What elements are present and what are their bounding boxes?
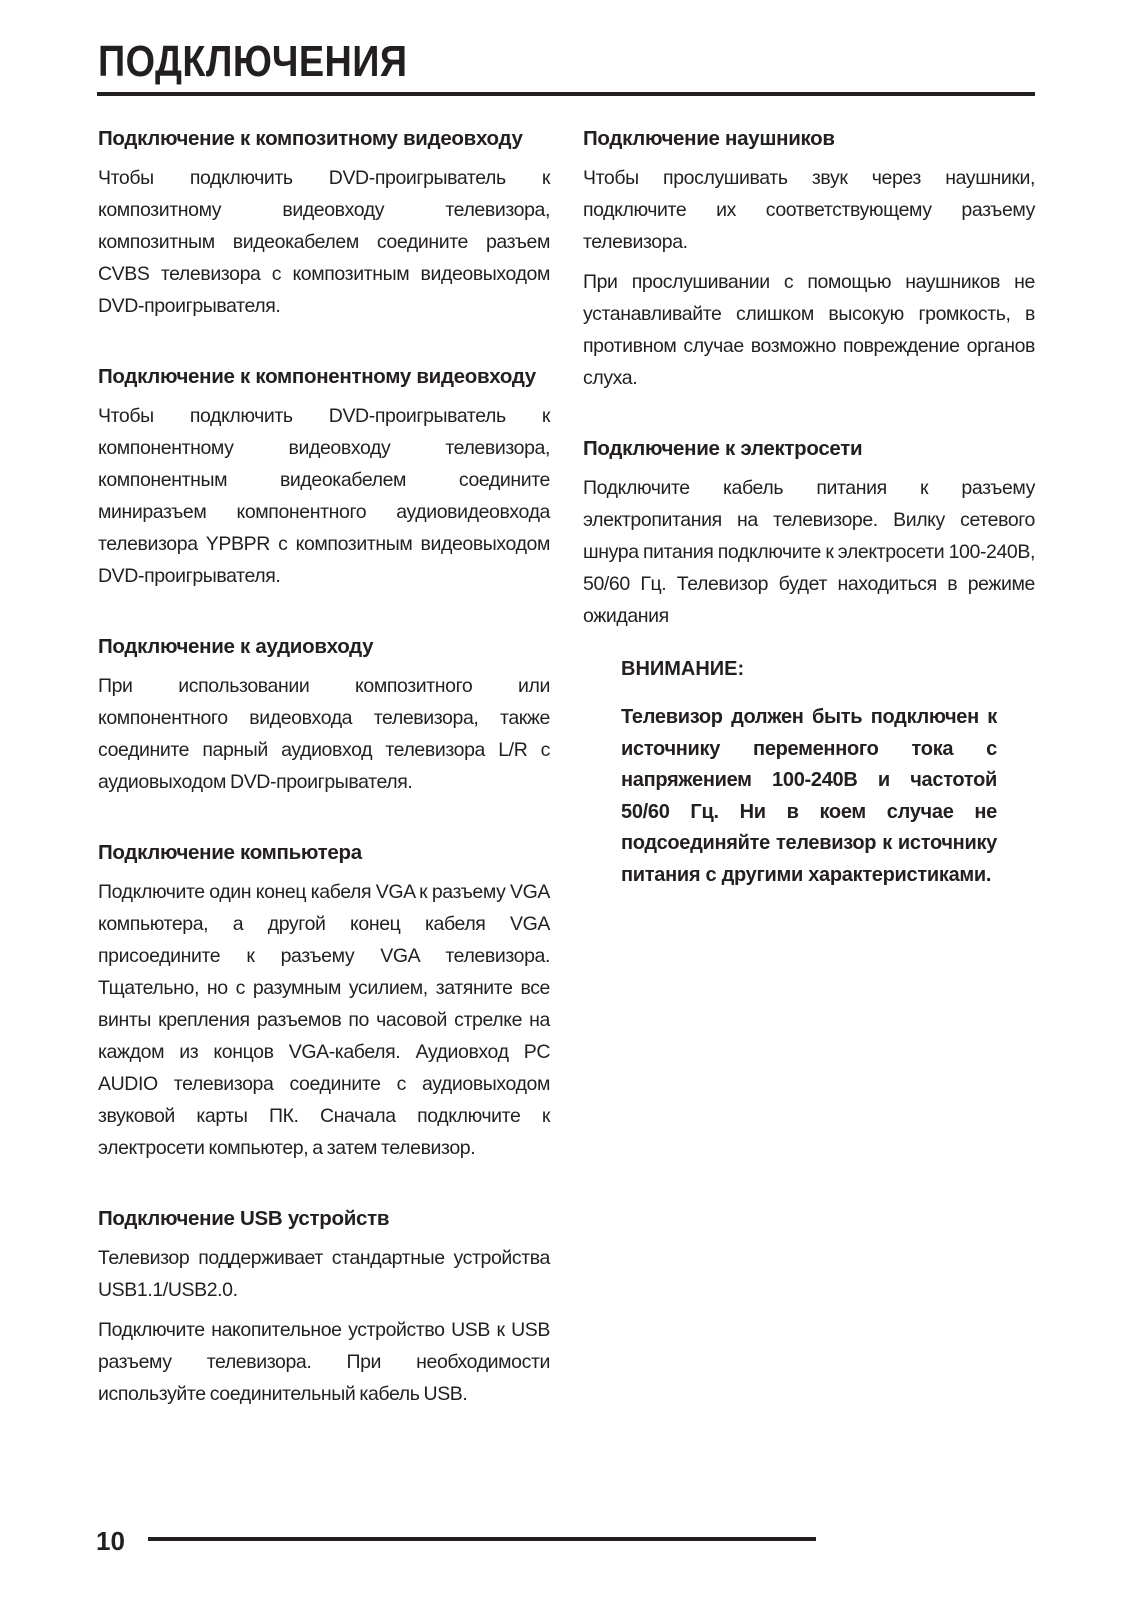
- section-text: Подключите накопительное устройство USB к USB разъему телевизора. При необходимости используйте соединительный кабель USB.: [98, 1319, 550, 1405]
- footer-divider: [148, 1537, 816, 1541]
- section-text: Чтобы подключить DVD-проигрыватель к композитному видеовходу телевизора, композитным видеокабелем соедините разъем CVBS телевизора с композитным видеовыходом DVD-проигрывателя.: [98, 167, 550, 317]
- section-component-video: [98, 362, 550, 592]
- section-heading: Подключение к композитному видеовходу: [98, 127, 523, 150]
- section-heading: Подключение к электросети: [583, 437, 863, 460]
- title-divider: [97, 92, 1035, 96]
- section-heading: Подключение к компонентному видеовходу: [98, 365, 536, 388]
- section-audio-input: [98, 632, 550, 798]
- page-title: ПОДКЛЮЧЕНИЯ: [98, 37, 408, 86]
- section-headphones: [583, 124, 1035, 394]
- left-column: [98, 124, 550, 1450]
- right-column: [583, 124, 1035, 891]
- section-heading: Подключение компьютера: [98, 841, 362, 864]
- section-power: [583, 434, 1035, 632]
- warning-heading: ВНИМАНИЕ:: [621, 658, 745, 680]
- section-text: Чтобы подключить DVD-проигрыватель к компонентному видеовходу телевизора, компонентным видеокабелем соедините миниразъем компонентного аудиовидеовхода телевизора YPBPR с композитным видеовыходом DVD-проигрывателя.: [98, 405, 550, 587]
- section-text: При использовании композитного или компонентного видеовхода телевизора, также соедините парный аудиовход телевизора L/R с аудиовыходом DVD-проигрывателя.: [98, 675, 550, 793]
- section-computer: [98, 838, 550, 1164]
- section-text: Чтобы прослушивать звук через наушники, подключите их соответствующему разъему телевизора.: [583, 167, 1035, 253]
- warning-text: Телевизор должен быть подключен к источнику переменного тока с напряжением 100-240В и частотой 50/60 Гц. Ни в коем случае не подсоединяйте телевизор к источнику питания с другими характеристиками.: [621, 706, 997, 886]
- section-text: Подключите кабель питания к разъему электропитания на телевизоре. Вилку сетевого шнура питания подключите к электросети 100-240В, 50/60 Гц. Телевизор будет находиться в режиме ожидания: [583, 477, 1035, 627]
- page-number: 10: [96, 1526, 125, 1556]
- section-usb: [98, 1204, 550, 1410]
- section-heading: Подключение USB устройств: [98, 1207, 390, 1230]
- section-heading: Подключение наушников: [583, 127, 835, 150]
- section-text: При прослушивании с помощью наушников не устанавливайте слишком высокую громкость, в противном случае возможно повреждение органов слуха.: [583, 271, 1035, 389]
- section-text: Подключите один конец кабеля VGA к разъему VGA компьютера, а другой конец кабеля VGA присоедините к разъему VGA телевизора. Тщательно, но с разумным усилием, затяните все винты крепления разъемов по часовой стрелке на каждом из концов VGA-кабеля. Аудиовход PC AUDIO телевизора соедините с аудиовыходом звуковой карты ПК. Сначала подключите к электросети компьютер, а затем телевизор.: [98, 881, 550, 1159]
- section-text: Телевизор поддерживает стандартные устройства USB1.1/USB2.0.: [98, 1247, 550, 1301]
- warning-block: [621, 654, 997, 891]
- section-heading: Подключение к аудиовходу: [98, 635, 374, 658]
- section-composite-video: [98, 124, 550, 322]
